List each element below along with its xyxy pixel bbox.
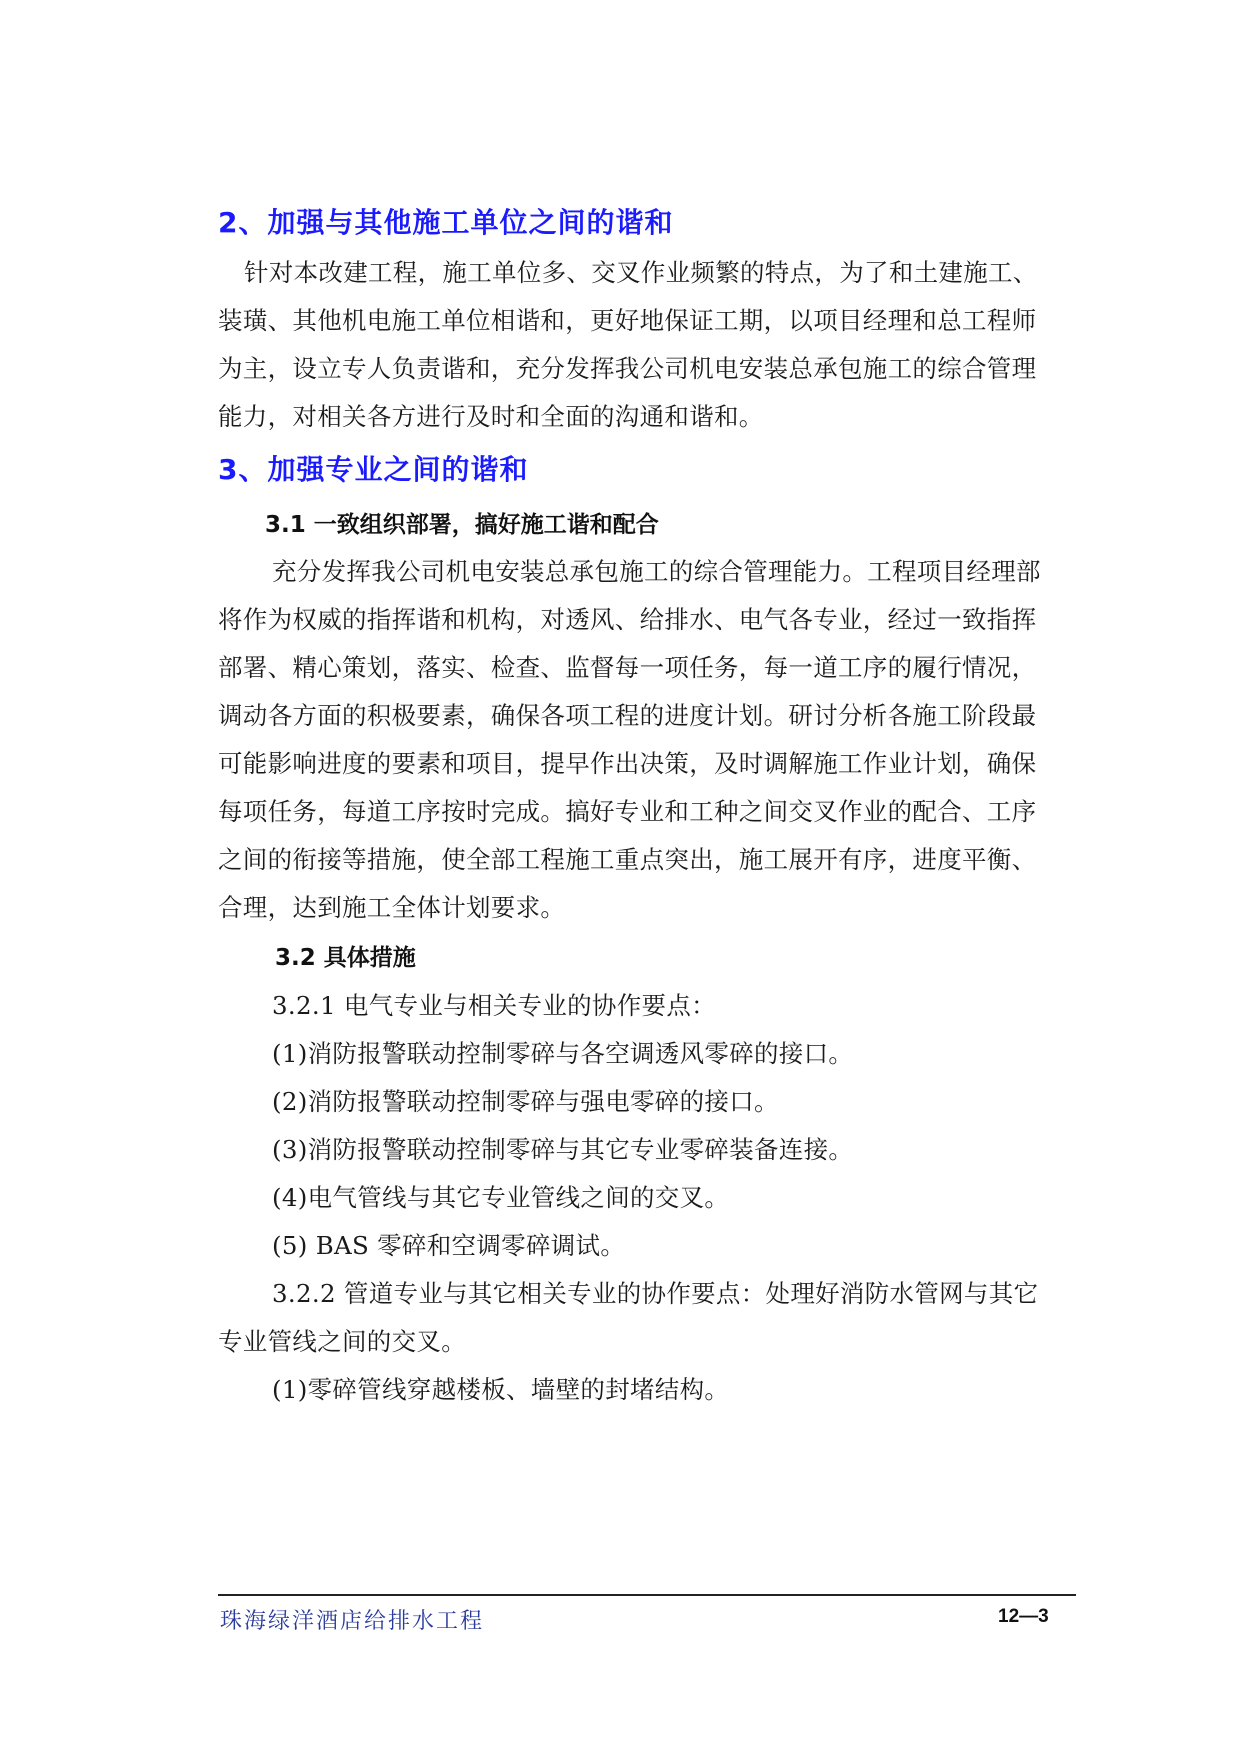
item-3-2-1-heading: 3.2.1 电气专业与相关专业的协作要点：	[272, 991, 716, 1020]
subsection-3-1-paragraph-line: 每项任务，每道工序按时完成。搞好专业和工种之间交叉作业的配合、工序	[218, 797, 1037, 826]
list-item: (1)消防报警联动控制零碎与各空调透风零碎的接口。	[272, 1039, 854, 1068]
subsection-3-1-paragraph-line: 部署、精心策划，落实、检查、监督每一项任务，每一道工序的履行情况，	[218, 653, 1037, 682]
footer-page-number: 12—3	[998, 1606, 1049, 1627]
item-3-2-2-paragraph-line: 3.2.2 管道专业与其它相关专业的协作要点：处理好消防水管网与其它	[272, 1279, 1039, 1308]
list-item: (5) BAS 零碎和空调零碎调试。	[272, 1231, 626, 1260]
item-3-2-2-paragraph-line: 专业管线之间的交叉。	[218, 1327, 466, 1356]
subsection-3-1-paragraph-line: 充分发挥我公司机电安装总承包施工的综合管理能力。工程项目经理部	[272, 557, 1041, 586]
list-item: (4)电气管线与其它专业管线之间的交叉。	[272, 1183, 730, 1212]
footer-divider	[218, 1594, 1076, 1596]
subsection-3-2-heading: 3.2 具体措施	[275, 945, 416, 971]
section-2-paragraph-line: 装璜、其他机电施工单位相谐和，更好地保证工期，以项目经理和总工程师	[218, 306, 1037, 335]
subsection-3-1-paragraph-line: 之间的衔接等措施，使全部工程施工重点突出，施工展开有序，进度平衡、	[218, 845, 1037, 874]
section-2-paragraph-line: 能力，对相关各方进行及时和全面的沟通和谐和。	[218, 402, 764, 431]
section-3-heading: 3、加强专业之间的谐和	[218, 453, 529, 486]
section-2-paragraph-line: 针对本改建工程，施工单位多、交叉作业频繁的特点，为了和土建施工、	[244, 258, 1038, 287]
footer-project-name: 珠海绿洋酒店给排水工程	[220, 1609, 485, 1634]
section-2-heading: 2、加强与其他施工单位之间的谐和	[218, 206, 674, 239]
subsection-3-1-paragraph-line: 可能影响进度的要素和项目，提早作出决策，及时调解施工作业计划，确保	[218, 749, 1037, 778]
subsection-3-1-paragraph-line: 合理，达到施工全体计划要求。	[218, 893, 566, 922]
subsection-3-1-paragraph-line: 调动各方面的积极要素，确保各项工程的进度计划。研讨分析各施工阶段最	[218, 701, 1037, 730]
list-item: (3)消防报警联动控制零碎与其它专业零碎装备连接。	[272, 1135, 854, 1164]
list-item: (2)消防报警联动控制零碎与强电零碎的接口。	[272, 1087, 779, 1116]
subsection-3-1-heading: 3.1 一致组织部署，搞好施工谐和配合	[265, 512, 659, 538]
subsection-3-1-paragraph-line: 将作为权威的指挥谐和机构，对透风、给排水、电气各专业，经过一致指挥	[218, 605, 1037, 634]
section-2-paragraph-line: 为主，设立专人负责谐和，充分发挥我公司机电安装总承包施工的综合管理	[218, 354, 1037, 383]
list-item: (1)零碎管线穿越楼板、墙壁的封堵结构。	[272, 1375, 730, 1404]
